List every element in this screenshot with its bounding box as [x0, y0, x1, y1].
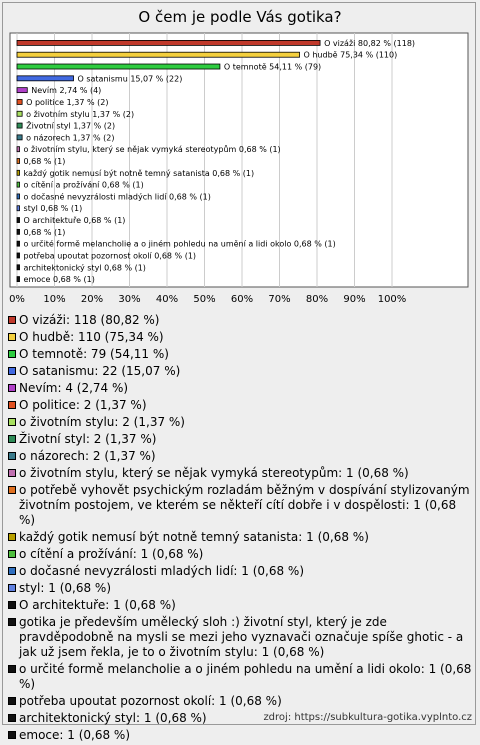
legend-label: každý gotik nemusí být notně temný satanista: 1 (0,68 %)	[19, 530, 369, 544]
bar	[17, 194, 20, 199]
x-tick-label: 90%	[343, 294, 366, 305]
legend-label: O temnotě: 79 (54,11 %)	[19, 347, 169, 361]
legend-item	[8, 432, 474, 447]
bar	[17, 170, 20, 175]
legend-item	[8, 662, 474, 692]
legend-swatch	[8, 486, 16, 494]
bar-label: Nevím 2,74 % (4)	[31, 86, 102, 96]
bar-label: 0,68 % (1)	[23, 227, 66, 237]
legend-swatch	[8, 665, 16, 673]
legend-label: O satanismu: 22 (15,07 %)	[19, 364, 181, 378]
bar-label: emoce 0,68 % (1)	[23, 275, 95, 285]
x-tick-label: 0%	[9, 294, 25, 305]
source-note: zdroj: https://subkultura-gotika.vyplnto.cz	[263, 712, 472, 723]
bar-label: o životním stylu, který se nějak vymyká stereotypům 0,68 % (1)	[23, 145, 281, 155]
x-tick-label: 40%	[155, 294, 179, 305]
bar	[17, 123, 22, 128]
legend-item	[8, 564, 474, 579]
legend-label: architektonický styl: 1 (0,68 %)	[19, 711, 207, 725]
legend-label: o životním stylu: 2 (1,37 %)	[19, 415, 185, 429]
legend-label: emoce: 1 (0,68 %)	[19, 728, 130, 742]
legend-label: Nevím: 4 (2,74 %)	[19, 381, 129, 395]
bar-label: 0,68 % (1)	[23, 157, 66, 166]
legend-item	[8, 598, 474, 613]
chart-title: O čem je podle Vás gotika?	[138, 8, 342, 26]
bar	[17, 277, 20, 282]
bar	[17, 111, 22, 116]
bar	[17, 88, 27, 93]
legend-swatch	[8, 469, 16, 477]
bar-label: O satanismu 15,07 % (22)	[77, 74, 183, 84]
legend-item	[8, 694, 474, 709]
legend-label: O politice: 2 (1,37 %)	[19, 398, 147, 412]
bar	[17, 218, 20, 223]
bar-label: O politice 1,37 % (2)	[26, 97, 109, 107]
legend-label: O architektuře: 1 (0,68 %)	[19, 598, 176, 612]
legend-item	[8, 364, 474, 379]
legend-swatch	[8, 697, 16, 705]
bar-label: o životním stylu 1,37 % (2)	[26, 109, 135, 119]
legend-label: potřeba upoutat pozornost okolí: 1 (0,68 %)	[19, 694, 282, 708]
bar-chart	[0, 0, 480, 310]
legend-label: o životním stylu, který se nějak vymyká stereotypům: 1 (0,68 %)	[19, 466, 409, 480]
legend-label: Životní styl: 2 (1,37 %)	[19, 432, 157, 446]
bar	[17, 40, 320, 45]
x-tick-label: 60%	[230, 294, 254, 305]
legend-swatch	[8, 401, 16, 409]
bar	[17, 147, 20, 152]
legend-swatch	[8, 435, 16, 443]
bar-label: o dočasné nevyzrálosti mladých lidí 0,68 % (1)	[23, 192, 211, 202]
bar-label: každý gotik nemusí být notně temný satanista 0,68 % (1)	[23, 168, 255, 178]
x-tick-label: 20%	[80, 294, 104, 305]
legend-item	[8, 615, 474, 660]
bar-label: o názorech 1,37 % (2)	[26, 133, 115, 143]
legend-swatch	[8, 618, 16, 626]
legend-item	[8, 313, 474, 328]
legend-swatch	[8, 384, 16, 392]
legend-swatch	[8, 731, 16, 739]
legend-swatch	[8, 601, 16, 609]
legend-item	[8, 381, 474, 396]
legend-swatch	[8, 452, 16, 460]
legend-item	[8, 330, 474, 345]
legend-item	[8, 347, 474, 362]
legend-label: o názorech: 2 (1,37 %)	[19, 449, 156, 463]
legend-label: gotika je především umělecký sloh :) životní styl, který je zde pravděpodobně na mysli se mezi jeho vyznavači označuje spíše ghotic - a jak už jsem řekla, je to o životním stylu: 1 (0,68 %)	[19, 615, 464, 659]
bar-label: O architektuře 0,68 % (1)	[23, 216, 126, 226]
bar	[17, 241, 20, 246]
legend-swatch	[8, 714, 16, 722]
bar-label: O temnotě 54,11 % (79)	[223, 62, 322, 72]
legend-label: O hudbě: 110 (75,34 %)	[19, 330, 164, 344]
bar-label: styl 0,68 % (1)	[23, 204, 83, 214]
bar	[17, 64, 220, 69]
legend-item	[8, 483, 474, 528]
legend-swatch	[8, 550, 16, 558]
bar-label: o cítění a prožívání 0,68 % (1)	[23, 180, 144, 190]
legend-label: styl: 1 (0,68 %)	[19, 581, 111, 595]
legend-item	[8, 415, 474, 430]
bar-label: O hudbě 75,34 % (110)	[303, 50, 398, 60]
x-tick-label: 70%	[268, 294, 291, 305]
legend-item	[8, 449, 474, 464]
legend-item	[8, 466, 474, 481]
bar-label: Životní styl 1,37 % (2)	[26, 121, 116, 131]
bar	[17, 76, 74, 81]
bar	[17, 159, 20, 164]
bar	[17, 182, 20, 187]
bar	[17, 135, 22, 140]
legend-swatch	[8, 367, 16, 375]
legend	[8, 313, 474, 745]
legend-item	[8, 530, 474, 545]
legend-label: O vizáži: 118 (80,82 %)	[19, 313, 160, 327]
bar-label: O vizáži 80,82 % (118)	[324, 38, 416, 48]
bar	[17, 229, 20, 234]
legend-label: o určité formě melancholie a o jiném pohledu na umění a lidi okolo: 1 (0,68 %)	[19, 662, 472, 691]
bar	[17, 253, 20, 258]
legend-label: o dočasné nevyzrálosti mladých lidí: 1 (0,68 %)	[19, 564, 305, 578]
bar-label: potřeba upoutat pozornost okolí 0,68 % (1)	[23, 251, 197, 261]
legend-swatch	[8, 333, 16, 341]
legend-swatch	[8, 350, 16, 358]
legend-swatch	[8, 584, 16, 592]
bar	[17, 52, 300, 57]
bar	[17, 99, 22, 104]
x-tick-label: 30%	[118, 294, 141, 305]
legend-swatch	[8, 316, 16, 324]
bar-label: o určité formě melancholie a o jiném pohledu na umění a lidi okolo 0,68 % (1)	[23, 239, 336, 249]
legend-item	[8, 547, 474, 562]
x-tick-label: 10%	[43, 294, 66, 305]
x-tick-label: 80%	[305, 294, 329, 305]
legend-swatch	[8, 418, 16, 426]
legend-swatch	[8, 567, 16, 575]
x-tick-label: 100%	[377, 294, 407, 305]
legend-item	[8, 581, 474, 596]
legend-swatch	[8, 533, 16, 541]
legend-item	[8, 398, 474, 413]
legend-item	[8, 728, 474, 743]
bar	[17, 206, 20, 211]
x-tick-label: 50%	[193, 294, 216, 305]
legend-label: o potřebě vyhovět psychickým rozladám běžným v dospívání stylizovaným životním postojem, ve kterém se někteří cítí dobře i v dospělosti: 1 (0,68 %)	[19, 483, 470, 527]
bar	[17, 265, 20, 270]
legend-label: o cítění a prožívání: 1 (0,68 %)	[19, 547, 204, 561]
bar-label: architektonický styl 0,68 % (1)	[23, 263, 146, 273]
